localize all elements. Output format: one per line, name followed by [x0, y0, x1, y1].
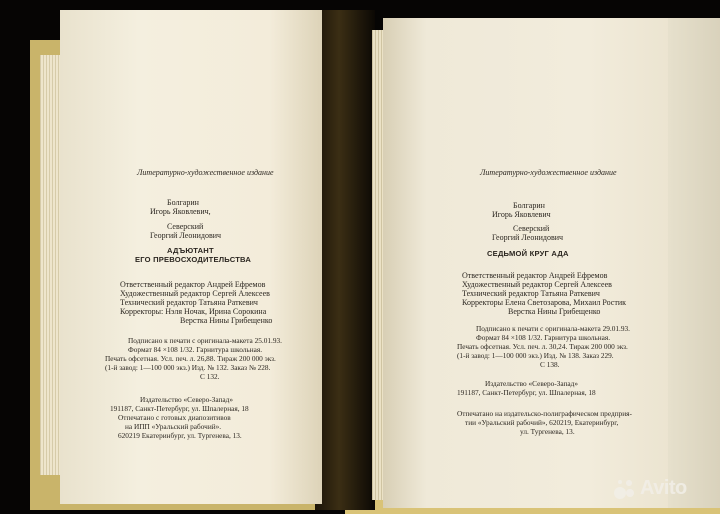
left-coauthor-surname: Северский	[167, 222, 204, 231]
left-credit-line: Корректоры: Нэля Ночак, Ирина Сорокина	[120, 307, 267, 316]
avito-watermark	[612, 476, 714, 504]
left-print-line: Печать офсетная. Усл. печ. л. 26,88. Тираж 200 000 экз.	[105, 354, 276, 363]
right-credit-line: Корректоры Елена Светозарова, Михаил Ростик	[462, 298, 627, 307]
right-printer-line: тии «Уральский рабочий», 620219, Екатеринбург,	[465, 418, 619, 427]
gap-between-books	[315, 10, 375, 510]
right-print-line: Формат 84 ×108 1/32. Гарнитура школьная.	[476, 333, 611, 342]
right-coauthor-surname: Северский	[513, 224, 550, 233]
right-author-name: Игорь Яковлевич	[492, 210, 551, 219]
right-edition-type: Литературно-художественное издание	[480, 168, 617, 177]
right-coauthor-name: Георгий Леонидович	[492, 233, 564, 242]
left-credit-line: Верстка Нины Грибещенко	[180, 316, 273, 325]
left-print-line: Формат 84 ×108 1/32. Гарнитура школьная.	[128, 345, 263, 354]
left-author-name: Игорь Яковлевич,	[150, 207, 211, 216]
left-print-line: (1-й завод: 1—100 000 экз.) Изд. № 132. Заказ № 228.	[105, 363, 271, 372]
right-title: СЕДЬМОЙ КРУГ АДА	[487, 249, 569, 258]
left-credit-line: Технический редактор Татьяна Раткевич	[120, 298, 258, 307]
left-title-line1: АДЪЮТАНТ	[167, 246, 214, 255]
left-title-line2: ЕГО ПРЕВОСХОДИТЕЛЬСТВА	[135, 255, 252, 264]
right-credit-line: Художественный редактор Сергей Алексеев	[462, 280, 612, 289]
right-print-line: (1-й завод: 1—100 000 экз.) Изд. № 138. Заказ 229.	[457, 351, 614, 360]
left-print-line: Подписано к печати с оригинала-макета 25.01.93.	[128, 336, 282, 345]
right-book-facing-page	[668, 18, 720, 508]
right-print-line: Печать офсетная. Усл. печ. л. 30,24. Тираж 200 000 экз.	[457, 342, 628, 351]
avito-logo-icon	[612, 476, 638, 502]
right-credit-line: Верстка Нины Грибещенко	[508, 307, 601, 316]
right-credit-line: Ответственный редактор Андрей Ефремов	[462, 271, 608, 280]
left-credit-line: Художественный редактор Сергей Алексеев	[120, 289, 270, 298]
left-publisher-line: 620219 Екатеринбург, ул. Тургенева, 13.	[118, 431, 242, 440]
right-publisher-line: Издательство «Северо-Запад»	[485, 379, 578, 388]
right-print-line: С 138.	[540, 360, 560, 369]
left-author-surname: Болгарин	[167, 198, 199, 207]
left-coauthor-name: Георгий Леонидович	[150, 231, 222, 240]
left-credit-line: Ответственный редактор Андрей Ефремов	[120, 280, 266, 289]
left-publisher-line: 191187, Санкт-Петербург, ул. Шпалерная, 18	[110, 404, 249, 413]
avito-watermark-text: Avito	[640, 477, 687, 499]
left-publisher-line: Издательство «Северо-Запад»	[140, 395, 233, 404]
left-edition-type: Литературно-художественное издание	[137, 168, 274, 177]
right-printer-line: ул. Тургенева, 13.	[520, 427, 575, 436]
right-printer-line: Отпечатано на издательско-полиграфическом предприя-	[457, 409, 632, 418]
right-print-line: Подписано к печати с оригинала-макета 29.01.93.	[476, 324, 630, 333]
right-author-surname: Болгарин	[513, 201, 545, 210]
left-publisher-line: Отпечатано с готовых диапозитивов	[118, 413, 231, 422]
left-print-line: С 132.	[200, 372, 220, 381]
right-publisher-line: 191187, Санкт-Петербург, ул. Шпалерная, 18	[457, 388, 596, 397]
left-publisher-line: на ИПП «Уральский рабочий».	[125, 422, 222, 431]
right-credit-line: Технический редактор Татьяна Раткевич	[462, 289, 600, 298]
